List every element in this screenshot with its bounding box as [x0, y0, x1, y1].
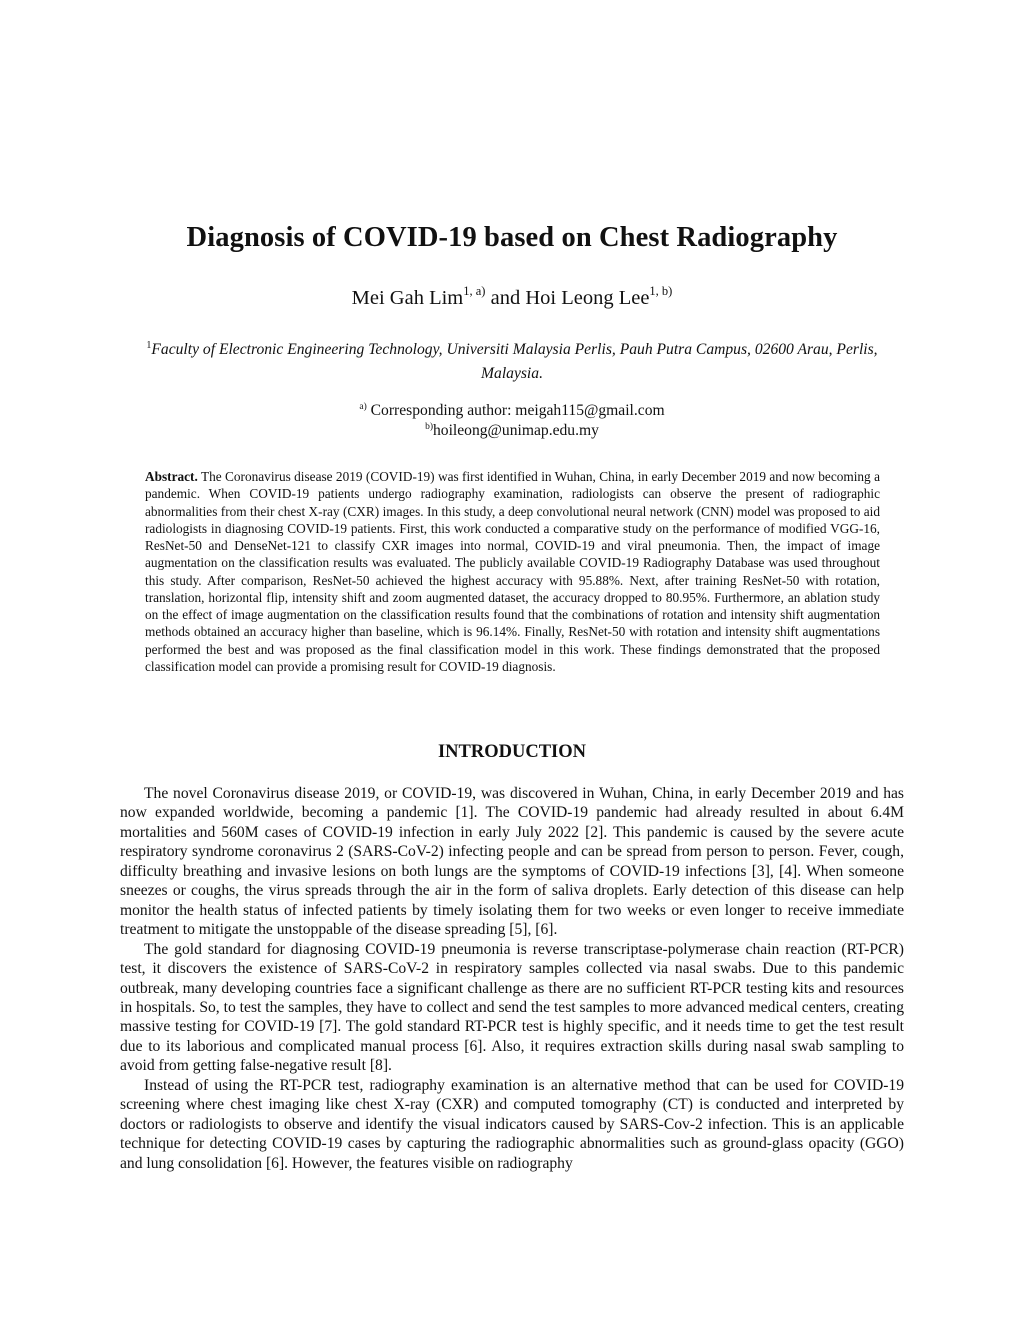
- author-joiner: and: [485, 287, 526, 309]
- affiliation-marker: 1: [146, 340, 152, 351]
- second-author-email: hoileong@unimap.edu.my: [432, 422, 599, 439]
- corresponding-author-email: Corresponding author: meigah115@gmail.com: [370, 402, 665, 419]
- affiliation-text: Faculty of Electronic Engineering Technology, Universiti Malaysia Perlis, Pauh Putra Campus, 02600 Arau, Perlis, Malaysia.: [151, 341, 878, 382]
- correspondence-marker: b): [425, 422, 433, 432]
- author-affiliation-marker: 1, b): [649, 284, 673, 298]
- paper-title: Diagnosis of COVID-19 based on Chest Radiography: [186, 222, 838, 253]
- corresponding-author: [0, 401, 1024, 421]
- author-list: [0, 284, 1024, 310]
- abstract: [145, 468, 880, 675]
- correspondence-marker: a): [359, 402, 367, 412]
- abstract-text: The Coronavirus disease 2019 (COVID-19) was first identified in Wuhan, China, in early December 2019 and now becoming a pandemic. When COVID-19 patients undergo radiography examination, radiologists can observe the present of radiographic abnormalities from their chest X-ray (CXR) images. In this study, a deep convolutional neural network (CNN) model was proposed to aid radiologists in diagnosing COVID-19 patients. First, this work conducted a comparative study on the performance of modified VGG-16, ResNet-50 and DenseNet-121 to classify CXR images into normal, COVID-19 and viral pneumonia. Then, the impact of image augmentation on the classification results was evaluated. The publicly available COVID-19 Radiography Database was used throughout this study. After comparison, ResNet-50 achieved the highest accuracy with 95.88%. Next, after training ResNet-50 with rotation, translation, horizontal flip, intensity shift and zoom augmented dataset, the accuracy dropped to 80.95%. Furthermore, an ablation study on the effect of image augmentation on the classification results found that the combinations of rotation and intensity shift augmentation methods obtained an accuracy higher than baseline, which is 96.14%. Finally, ResNet-50 with rotation and intensity shift augmentations performed the best and was proposed as the final classification model in this work. These findings demonstrated that the proposed classification model can provide a promising result for COVID-19 diagnosis.: [145, 469, 880, 674]
- body-paragraph: The novel Coronavirus disease 2019, or COVID-19, was discovered in Wuhan, China, in early December 2019 and has now expanded worldwide, becoming a pandemic [1]. The COVID-19 pandemic had already resulted in about 6.4M mortalities and 560M cases of COVID-19 infection in early July 2022 [2]. This pandemic is caused by the severe acute respiratory syndrome coronavirus 2 (SARS-CoV-2) infecting people and can be spread from person to person. Fever, cough, difficulty breathing and invasive lesions on both lungs are the symptoms of COVID-19 infections [3], [4]. When someone sneezes or coughs, the virus spreads through the air in the form of saliva droplets. Early detection of this disease can help monitor the health status of infected patients by timely isolating them for two weeks or even longer to receive immediate treatment to mitigate the unstoppable of the disease spreading [5], [6].: [120, 785, 904, 939]
- author-affiliation-marker: 1, a): [463, 284, 486, 298]
- section-heading-introduction: INTRODUCTION: [437, 742, 587, 762]
- body-paragraph: Instead of using the RT-PCR test, radiography examination is an alternative method that can be used for COVID-19 screening where chest imaging like chest X-ray (CXR) and computed tomography (CT) is conducted and interpreted by doctors or radiologists to observe and identify the visual indicators caused by SARS-Cov-2 infection. This is an applicable technique for detecting COVID-19 cases by capturing the radiographic abnormalities such as ground-glass opacity (GGO) and lung consolidation [6]. However, the features visible on radiography: [120, 1076, 904, 1172]
- second-author-email-line: [0, 421, 1024, 441]
- author-name: Hoi Leong Lee: [525, 287, 650, 309]
- introduction-body: [120, 784, 904, 1173]
- abstract-label: Abstract.: [145, 469, 198, 484]
- author-name: Mei Gah Lim: [351, 287, 464, 309]
- body-paragraph: The gold standard for diagnosing COVID-19 pneumonia is reverse transcriptase-polymerase chain reaction (RT-PCR) test, it discovers the existence of SARS-CoV-2 in respiratory samples collected via nasal swabs. Due to this pandemic outbreak, many developing countries face a significant challenge as there are no sufficient RT-PCR testing kits and resources in hospitals. So, to test the samples, they have to collect and send the test samples to more advanced medical centers, creating massive testing for COVID-19 [7]. The gold standard RT-PCR test is highly specific, and it needs time to get the test result due to its laborious and complicated manual process [6]. Also, it requires extraction skills during nasal swab sampling to avoid from getting false-negative result [8].: [120, 940, 904, 1075]
- affiliation: [140, 338, 884, 386]
